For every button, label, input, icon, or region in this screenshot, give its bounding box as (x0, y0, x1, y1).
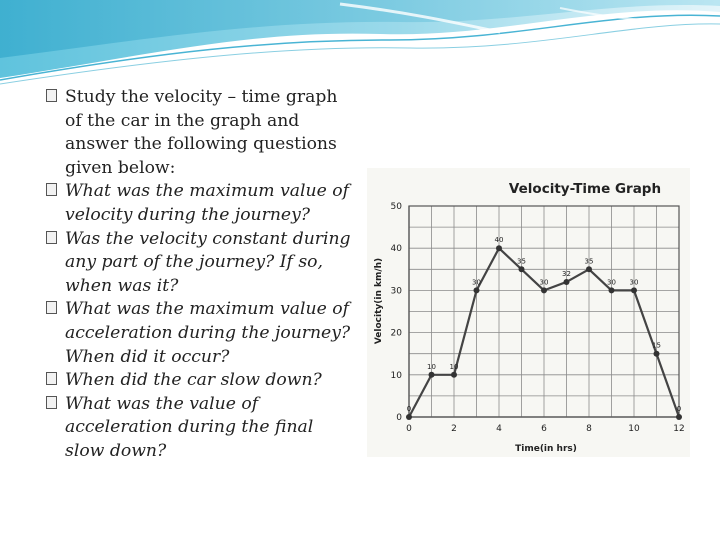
question-bullet (46, 393, 356, 464)
question-bullet (46, 86, 356, 180)
y-tick-label: 0 (396, 413, 402, 423)
data-point (451, 372, 457, 378)
y-tick-label: 50 (390, 202, 402, 212)
question-text: Was the velocity constant during any part of the journey? If so, when was it? (65, 228, 351, 296)
x-tick-label: 6 (541, 424, 547, 434)
data-label: 10 (449, 362, 459, 371)
data-label: 35 (584, 257, 594, 266)
data-label: 30 (472, 278, 481, 287)
data-point (474, 287, 480, 293)
data-label: 30 (629, 278, 639, 287)
velocity-time-graph-photo (367, 168, 690, 457)
y-axis-label: Velocity(in km/h) (374, 257, 384, 345)
y-tick-label: 30 (390, 286, 402, 297)
x-axis-label: Time(in hrs) (515, 444, 577, 454)
bullet-box-icon (46, 231, 57, 244)
data-label: 30 (539, 278, 549, 287)
question-text: What was the maximum value of velocity during the journey? (65, 181, 349, 225)
x-tick-label: 4 (496, 424, 502, 434)
data-point (586, 266, 592, 272)
question-text: What was the maximum value of acceleration during the journey? When did it occur? (65, 299, 351, 367)
question-bullet (46, 298, 356, 369)
data-label: 0 (406, 405, 412, 413)
data-point (429, 372, 435, 378)
data-label: 10 (427, 362, 436, 371)
data-point (496, 245, 502, 251)
data-point (676, 414, 682, 420)
data-point (406, 414, 412, 420)
question-bullet (46, 180, 356, 227)
x-tick-label: 10 (628, 424, 640, 434)
x-tick-label: 12 (673, 424, 685, 434)
bullet-box-icon (46, 396, 57, 409)
data-label: 35 (517, 257, 526, 266)
question-bullet (46, 228, 356, 299)
data-label: 40 (494, 236, 504, 245)
y-tick-label: 10 (390, 370, 402, 381)
data-point (564, 279, 570, 285)
x-tick-label: 2 (451, 424, 457, 434)
data-label: 30 (607, 278, 616, 287)
data-point (519, 266, 525, 272)
data-point (654, 351, 660, 357)
decorative-wave-banner (0, 0, 720, 90)
data-point (541, 287, 547, 293)
question-list (46, 86, 356, 464)
velocity-time-chart (367, 168, 690, 457)
x-tick-label: 0 (406, 424, 412, 434)
bullet-box-icon (46, 301, 57, 314)
bullet-box-icon (46, 183, 57, 196)
data-label: 15 (652, 341, 661, 350)
question-text: When did the car slow down? (65, 370, 322, 391)
bullet-box-icon (46, 372, 57, 385)
y-tick-label: 40 (390, 244, 402, 255)
data-label: 32 (562, 269, 571, 278)
bullet-box-icon (46, 89, 57, 102)
data-point (631, 287, 637, 293)
data-point (609, 287, 615, 293)
chart-title: Velocity-Time Graph (508, 181, 662, 197)
question-text: What was the value of acceleration during the final slow down? (65, 393, 314, 461)
y-tick-label: 20 (390, 328, 402, 339)
question-text: Study the velocity – time graph of the car in the graph and answer the following questions given below: (65, 87, 338, 178)
data-label: 0 (676, 405, 682, 413)
x-tick-label: 8 (586, 424, 592, 434)
question-bullet (46, 369, 356, 393)
